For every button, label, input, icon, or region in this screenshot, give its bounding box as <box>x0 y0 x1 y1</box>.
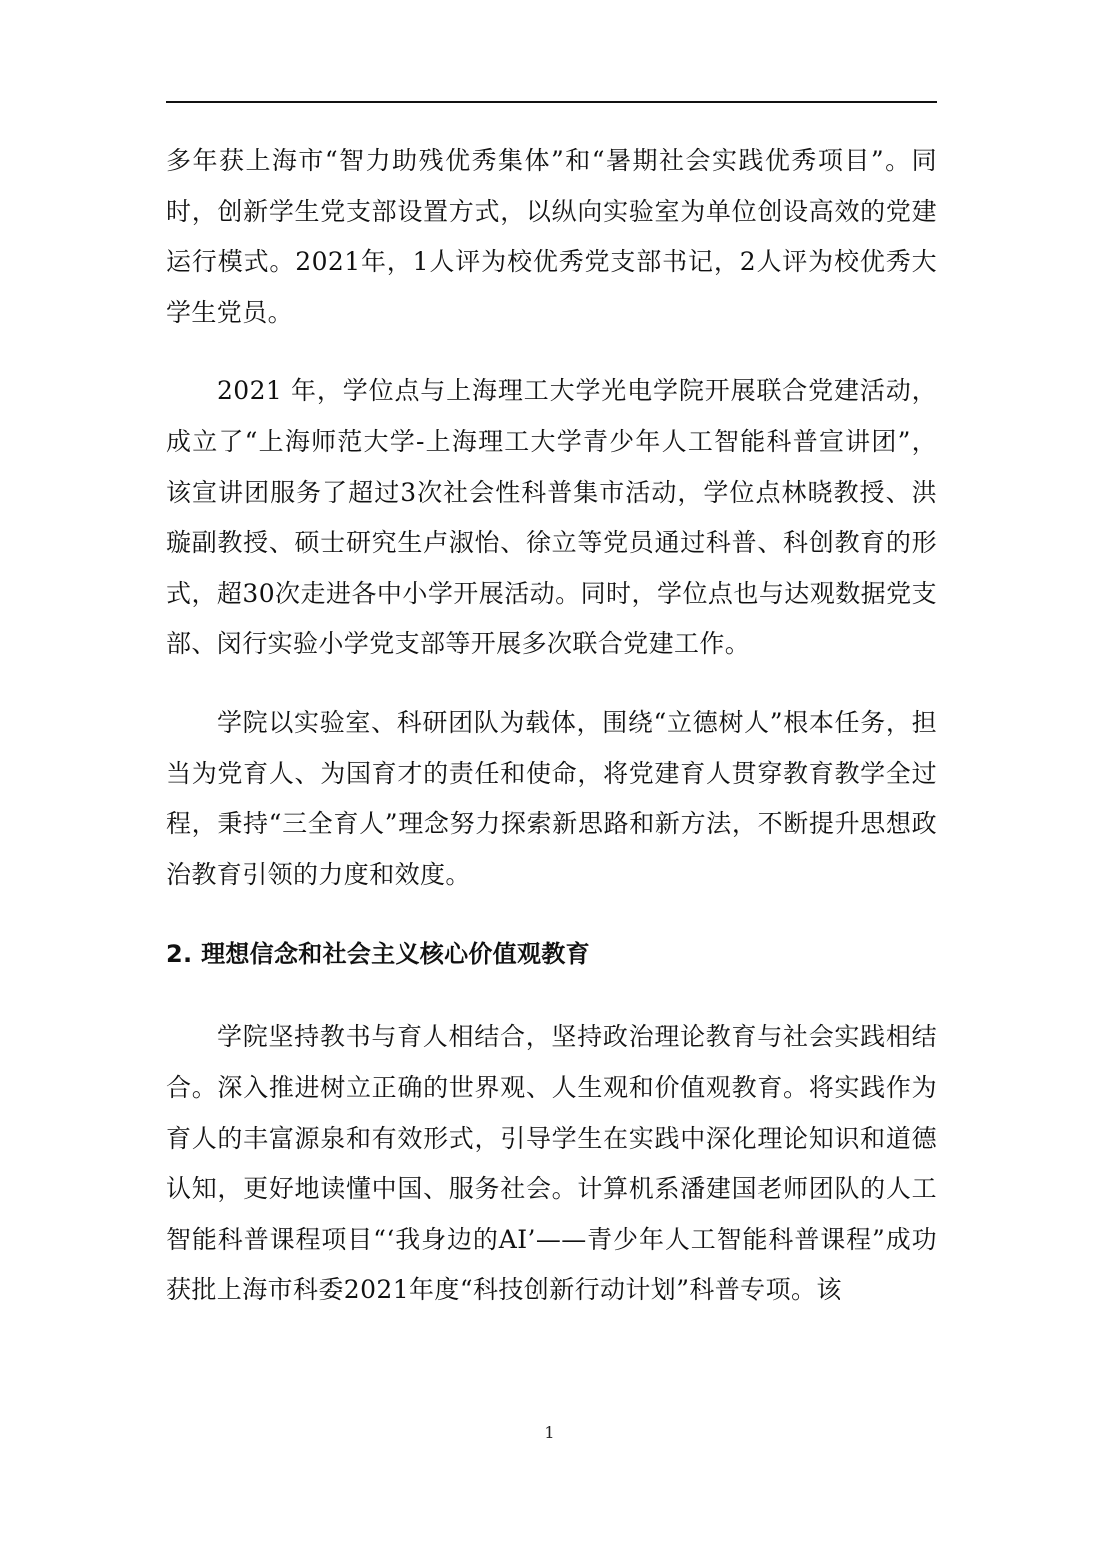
paragraph-joint-party-building: 2021 年，学位点与上海理工大学光电学院开展联合党建活动，成立了“上海师范大学-上海理工大学青少年人工智能科普宣讲团”，该宣讲团服务了超过3次社会性科普集市活动，学位点林晓教授、洪璇副教授、硕士研究生卢淑怡、徐立等党员通过科普、科创教育的形式，超30次走进各中小学开展活动。同时，学位点也与达观数据党支部、闵行实验小学党支部等开展多次联合党建工作。 <box>166 376 937 659</box>
paragraph-moral-education: 学院以实验室、科研团队为载体，围绕“立德树人”根本任务，担当为党育人、为国育才的责任和使命，将党建育人贯穿教育教学全过程，秉持“三全育人”理念努力探索新思路和新方法，不断提升思想政治教育引领的力度和效度。 <box>166 707 937 889</box>
header-rule <box>166 101 937 103</box>
paragraph-ideals-education: 学院坚持教书与育人相结合，坚持政治理论教育与社会实践相结合。深入推进树立正确的世界观、人生观和价值观教育。将实践作为育人的丰富源泉和有效形式，引导学生在实践中深化理论知识和道德认知，更好地读懂中国、服务社会。计算机系潘建国老师团队的人工智能科普课程项目“‘我身边的AI’——青少年人工智能科普课程”成功获批上海市科委2021年度“科技创新行动计划”科普专项。该 <box>166 1022 937 1305</box>
section-heading: 2. 理想信念和社会主义核心价值观教育 <box>166 940 590 969</box>
document-body <box>166 136 937 1316</box>
page-number: 1 <box>544 1423 555 1442</box>
paragraph-continuation: 多年获上海市“智力助残优秀集体”和“暑期社会实践优秀项目”。同时，创新学生党支部设置方式，以纵向实验室为单位创设高效的党建运行模式。2021年，1人评为校优秀党支部书记，2人评为校优秀大学生党员。 <box>166 146 937 327</box>
